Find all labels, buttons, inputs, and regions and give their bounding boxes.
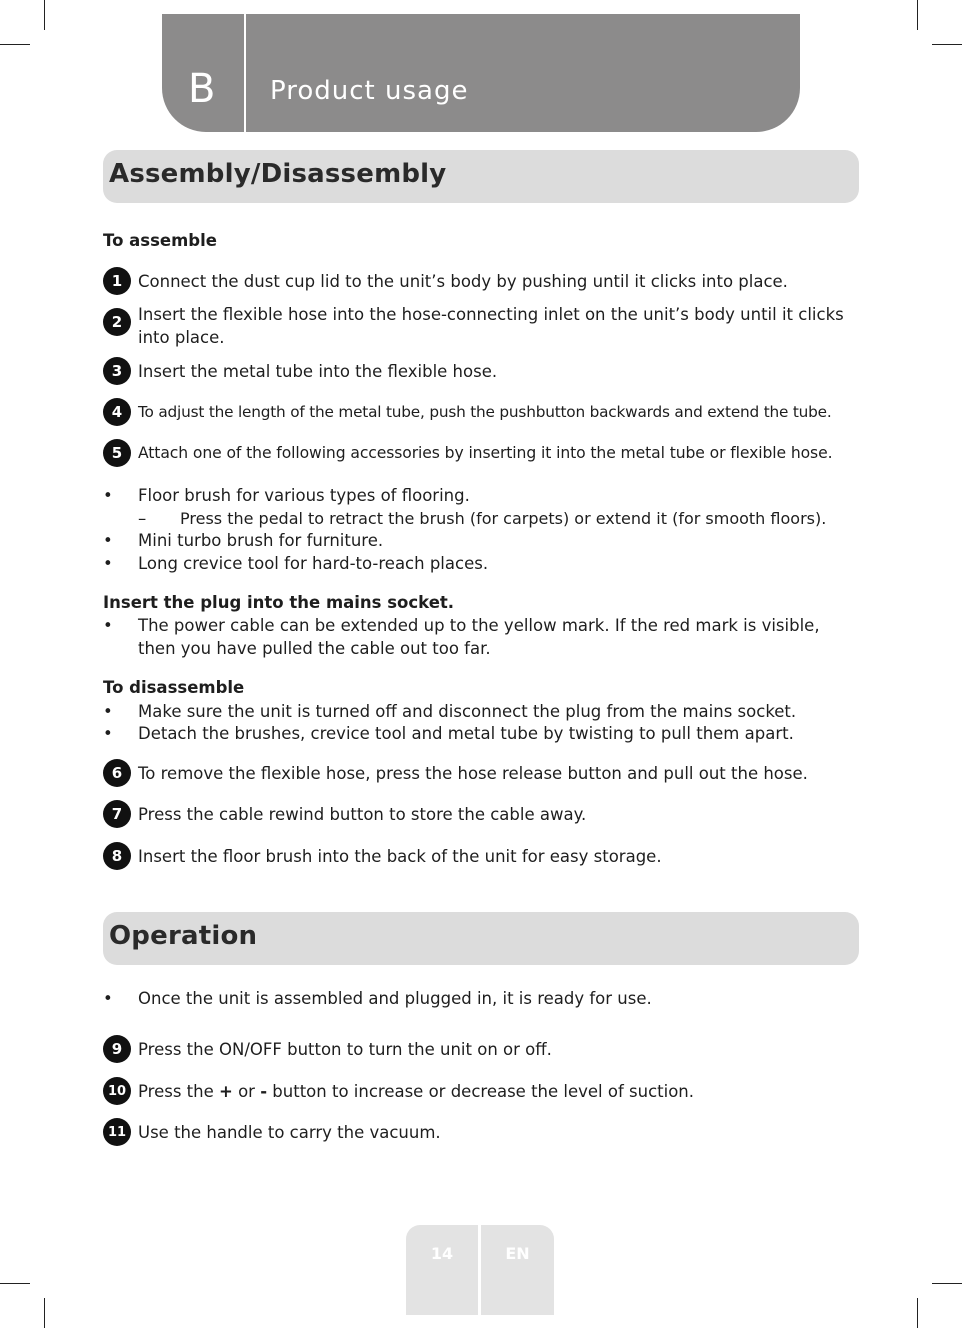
disassemble-item: Make sure the unit is turned off and disconnect the plug from the mains socket. [138,702,797,721]
bullet: • [103,554,113,573]
crop-mark [0,1283,30,1284]
crop-mark [44,0,45,30]
step-text-part: button to increase or decrease the level of suction. [267,1082,694,1101]
step-number: 6 [103,759,131,787]
accessory-item: Floor brush for various types of flooring. [138,486,470,505]
crop-mark [44,1298,45,1328]
bullet: • [103,616,113,635]
language-code: EN [505,1244,530,1263]
bullet: • [103,724,113,743]
bullet: • [103,989,113,1008]
accessory-item: Long crevice tool for hard-to-reach places. [138,554,489,573]
language-tab [481,1225,554,1315]
plus-symbol: + [219,1082,233,1101]
step-number: 4 [103,398,131,426]
step-text: To remove the flexible hose, press the hose release button and pull out the hose. [138,764,808,783]
step-number: 10 [103,1077,131,1105]
header-divider [244,14,246,132]
section-bar-assembly [103,150,859,203]
step-text [138,1080,858,1103]
step-text: To adjust the length of the metal tube, push the pushbutton backwards and extend the tube. [138,403,832,421]
step-number: 7 [103,800,131,828]
step-text: Insert the flexible hose into the hose-connecting inlet on the unit’s body until it clicks into place. [138,305,844,347]
step-number: 9 [103,1035,131,1063]
accessory-subitem: Press the pedal to retract the brush (for carpets) or extend it (for smooth floors). [180,509,827,528]
step-number: 2 [103,308,131,336]
disassemble-item: Detach the brushes, crevice tool and metal tube by twisting to pull them apart. [138,724,794,743]
chapter-letter: B [188,66,216,112]
subheading-disassemble: To disassemble [103,678,245,697]
page-number: 14 [430,1244,454,1263]
chapter-title: Product usage [270,76,469,106]
plug-note: The power cable can be extended up to the yellow mark. If the red mark is visible, then you have pulled the cable out too far. [138,616,820,658]
crop-mark [0,44,30,45]
section-title: Operation [109,921,258,951]
step-text: Connect the dust cup lid to the unit’s body by pushing until it clicks into place. [138,272,788,291]
subheading-plug: Insert the plug into the mains socket. [103,593,455,612]
page-number-tab [406,1225,478,1315]
section-bar-operation [103,912,859,965]
step-text: Insert the metal tube into the flexible hose. [138,362,498,381]
step-number: 8 [103,842,131,870]
crop-mark [932,1283,962,1284]
bullet: • [103,531,113,550]
crop-mark [917,1298,918,1328]
step-text: Press the cable rewind button to store the cable away. [138,805,587,824]
operation-note: Once the unit is assembled and plugged in, it is ready for use. [138,989,652,1008]
minus-symbol: - [260,1082,268,1101]
step-number: 3 [103,357,131,385]
crop-mark [917,0,918,30]
section-title: Assembly/Disassembly [109,159,447,189]
step-number: 1 [103,267,131,295]
chapter-header [162,14,800,132]
step-number: 5 [103,439,131,467]
bullet: • [103,486,113,505]
step-text-part: or [232,1082,261,1101]
subheading-assemble: To assemble [103,231,217,250]
step-text: Insert the floor brush into the back of the unit for easy storage. [138,847,662,866]
step-text: Use the handle to carry the vacuum. [138,1123,441,1142]
step-number: 11 [103,1118,131,1146]
step-text: Press the ON/OFF button to turn the unit on or off. [138,1040,552,1059]
accessory-item: Mini turbo brush for furniture. [138,531,384,550]
crop-mark [932,44,962,45]
bullet: • [103,702,113,721]
dash: – [138,509,147,528]
step-text: Attach one of the following accessories by inserting it into the metal tube or flexible hose. [138,444,833,462]
step-text-part: Press the [138,1082,219,1101]
